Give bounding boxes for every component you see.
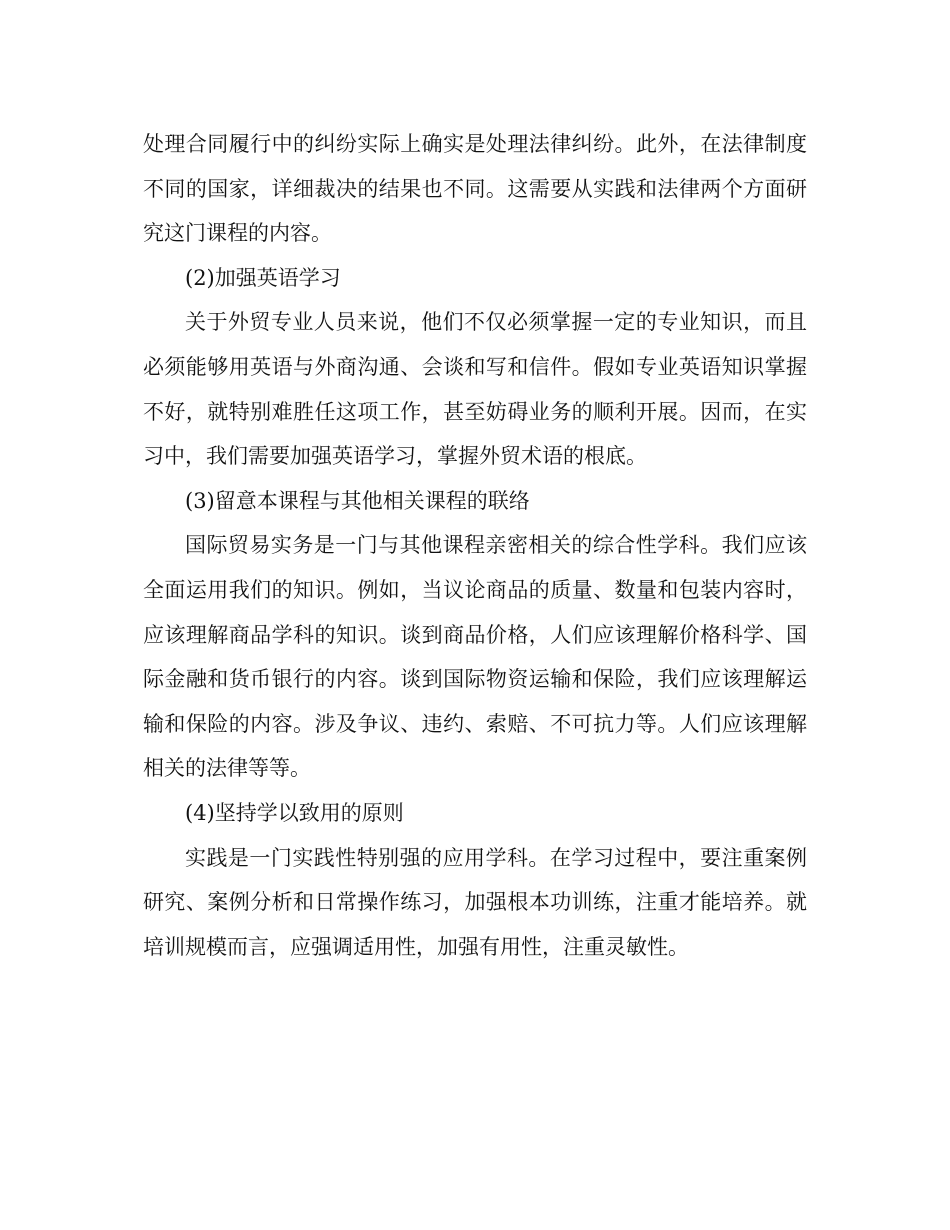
paragraph-continuation: 处理合同履行中的纠纷实际上确实是处理法律纠纷。此外，在法律制度不同的国家，详细裁决的结果也不同。这需要从实践和法律两个方面研究这门课程的内容。 <box>143 132 807 246</box>
section-heading-applied-learning: (4)坚持学以致用的原则 <box>185 800 404 825</box>
section-heading-english-study: (2)加强英语学习 <box>185 265 341 290</box>
paragraph-related-courses: 国际贸易实务是一门与其他课程亲密相关的综合性学科。我们应该全面运用我们的知识。例如，当议论商品的质量、数量和包装内容时，应该理解商品学科的知识。谈到商品价格，人们应该理解价格科学、国际金融和货币银行的内容。谈到国际物资运输和保险，我们应该理解运输和保险的内容。涉及争议、违约、索赔、不可抗力等。人们应该理解相关的法律等等。 <box>143 533 807 781</box>
paragraph-english-study: 关于外贸专业人员来说，他们不仅必须掌握一定的专业知识，而且必须能够用英语与外商沟通、会谈和写和信件。假如专业英语知识掌握不好，就特别难胜任这项工作，甚至妨碍业务的顺利开展。因而，在实习中，我们需要加强英语学习，掌握外贸术语的根底。 <box>143 310 807 469</box>
paragraph-applied-learning: 实践是一门实践性特别强的应用学科。在学习过程中，要注重案例研究、案例分析和日常操作练习，加强根本功训练，注重才能培养。就培训规模而言，应强调适用性，加强有用性，注重灵敏性。 <box>143 845 807 959</box>
document-body <box>143 122 807 969</box>
section-heading-related-courses: (3)留意本课程与其他相关课程的联络 <box>185 488 530 513</box>
